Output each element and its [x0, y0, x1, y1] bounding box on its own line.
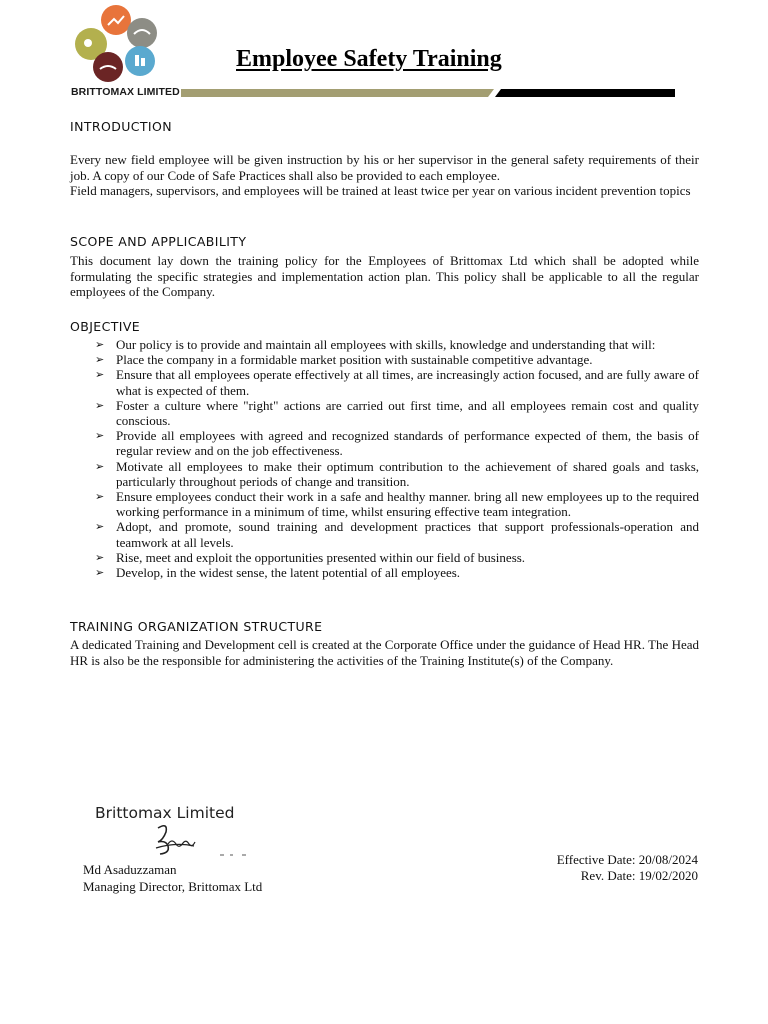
objective-item: ➢ Foster a culture where "right" actions are carried out first time, and all employees remain cost and quality conscious.: [95, 397, 699, 429]
objective-item: ➢ Rise, meet and exploit the opportunities presented within our field of business.: [95, 549, 526, 565]
arrow-bullet-icon: ➢: [95, 520, 105, 534]
training-structure-text: A dedicated Training and Development cell is created at the Corporate Office under the guidance of Head HR. The Head HR is also be the responsible for administering the activities of the Training Institute(s) of the Company.: [70, 637, 699, 668]
arrow-bullet-icon: ➢: [95, 338, 105, 351]
arrow-bullet-icon: ➢: [95, 398, 105, 412]
logo-company-name: BRITTOMAX LIMITED: [71, 86, 180, 98]
objective-item: ➢ Motivate all employees to make their optimum contribution to the achievement of shared goals and tasks, particularly throughout periods of change and transition.: [95, 458, 699, 489]
document-title: Employee Safety Training: [236, 46, 502, 72]
header-divider-band: [181, 89, 675, 97]
signer-title: Managing Director, Brittomax Ltd: [83, 879, 263, 894]
objective-list: [70, 337, 699, 580]
objective-item: ➢ Develop, in the widest sense, the latent potential of all employees.: [95, 565, 461, 581]
signer-name: Md Asaduzzaman: [83, 862, 177, 877]
objective-item: ➢ Provide all employees with agreed and recognized standards of performance expected of them, the basis of regular review and on the job effectiveness.: [95, 428, 699, 459]
company-logo: [70, 3, 170, 99]
stamp-company-name: Brittomax Limited: [95, 804, 235, 822]
arrow-bullet-icon: ➢: [95, 550, 105, 564]
document-dates: [557, 852, 698, 884]
scope-heading: SCOPE AND APPLICABILITY: [70, 234, 247, 249]
objective-item: ➢ Ensure employees conduct their work in a safe and healthy manner. bring all new employees up to the required working performance in a minimum of time, whilst ensuring effective team integration.: [95, 489, 699, 520]
arrow-bullet-icon: ➢: [95, 490, 105, 504]
arrow-bullet-icon: ➢: [95, 353, 105, 367]
arrow-bullet-icon: ➢: [95, 368, 105, 382]
scope-text: This document lay down the training policy for the Employees of Brittomax Ltd which shall be adopted while formulating the specific strategies and implementation action plan. This policy shall be applicable to all the regular employees of the Company.: [70, 253, 699, 299]
introduction-text-1: Every new field employee will be given instruction by his or her supervisor in the general safety requirements of their job. A copy of our Code of Safe Practices shall also be provided to each employee.: [70, 152, 699, 183]
arrow-bullet-icon: ➢: [95, 566, 105, 580]
signer-block: [83, 861, 262, 895]
objective-item: ➢ Place the company in a formidable market position with sustainable competitive advantage.: [95, 352, 593, 368]
training-structure-heading: TRAINING ORGANIZATION STRUCTURE: [70, 619, 323, 634]
objective-item: ➢ Ensure that all employees operate effectively at all times, are increasingly action focused, and are fully aware of what is expected of them.: [95, 367, 699, 398]
revision-date: Rev. Date: 19/02/2020: [580, 868, 698, 883]
effective-date: Effective Date: 20/08/2024: [556, 852, 698, 867]
arrow-bullet-icon: ➢: [95, 429, 105, 443]
introduction-heading: INTRODUCTION: [70, 119, 173, 134]
objective-heading: OBJECTIVE: [70, 319, 141, 334]
introduction-text-2: Field managers, supervisors, and employees will be trained at least twice per year on various incident prevention topics: [70, 183, 691, 198]
objective-item: ➢ Our policy is to provide and maintain all employees with skills, knowledge and understanding that will:: [95, 337, 656, 352]
objective-item: ➢ Adopt, and promote, sound training and development practices that support professionals-operation and teamwork at all levels.: [95, 519, 699, 550]
handwritten-signature: [150, 822, 255, 862]
arrow-bullet-icon: ➢: [95, 459, 105, 473]
